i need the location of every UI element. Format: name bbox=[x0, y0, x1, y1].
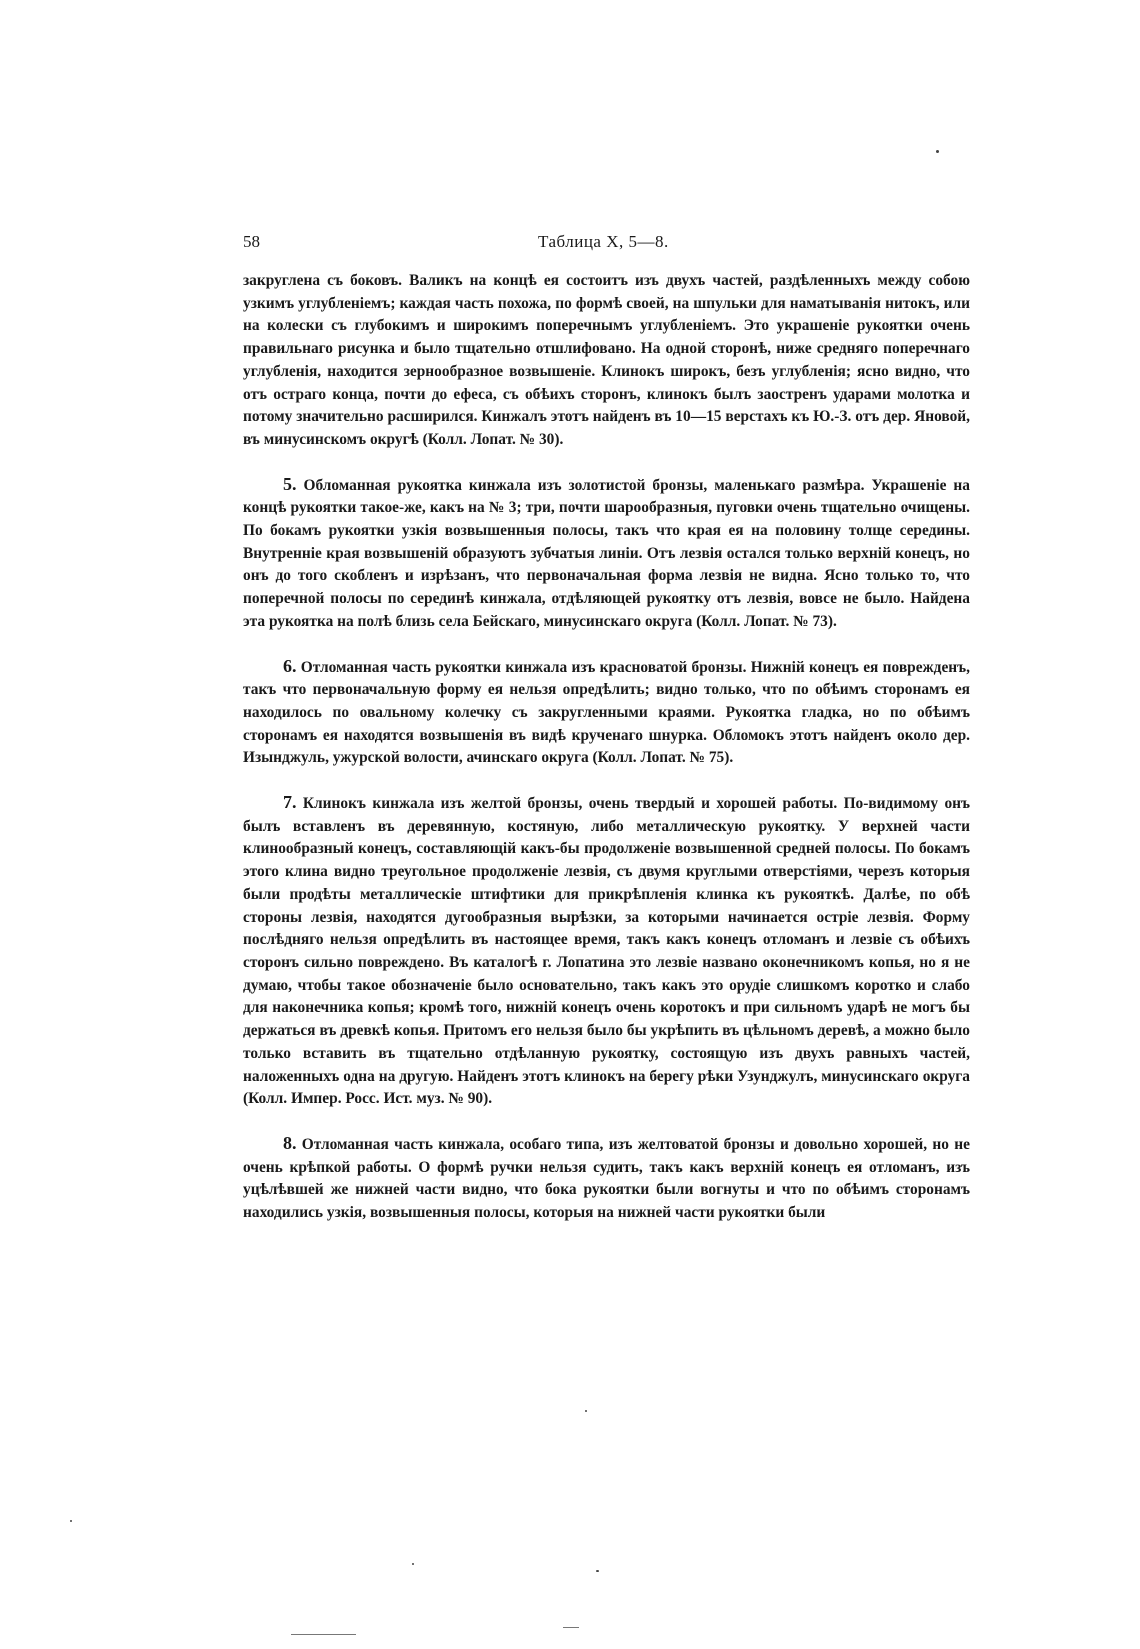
page-number: 58 bbox=[243, 232, 260, 251]
paragraph-text: Отломанная часть рукоятки кинжала изъ красноватой бронзы. Нижній конецъ ея поврежденъ, такъ что первоначальную форму ея нельзя опредѣлить; видно только, что по обѣимъ сторонамъ ея находилось по овальному колечку съ закругленными краями. Рукоятка гладка, но по обѣимъ сторонамъ ея находятся возвышенія въ видѣ крученаго шнурка. Обломокъ этотъ найденъ около дер. Изынджуль, ужурской волости, ачинскаго округа (Колл. Лопат. № 75). bbox=[243, 658, 970, 767]
item-number: 8. bbox=[283, 1132, 297, 1153]
scan-speck bbox=[936, 150, 939, 153]
paragraph-item-8 bbox=[243, 1132, 970, 1225]
paragraph-item-5 bbox=[243, 473, 970, 634]
scan-speck bbox=[596, 1570, 599, 1572]
scan-line bbox=[291, 1634, 356, 1635]
paragraph-continued bbox=[243, 270, 970, 452]
running-title: Таблица X, 5—8. bbox=[538, 232, 669, 251]
paragraph-text: Отломанная часть кинжала, особаго типа, изъ желтоватой бронзы и довольно хорошей, но не очень крѣпкой работы. О формѣ ручки нельзя судить, такъ какъ верхній конецъ ея отломанъ, изъ уцѣлѣвшей же нижней части видно, что бока рукоятки были вогнуты и что по обѣимъ сторонамъ находились узкія, возвышенныя полосы, которыя на нижней части рукоятки были bbox=[243, 1135, 970, 1222]
scan-speck bbox=[412, 1563, 414, 1565]
page-header bbox=[243, 232, 970, 258]
item-number: 6. bbox=[283, 655, 297, 676]
paragraph-item-7 bbox=[243, 791, 970, 1111]
scan-speck bbox=[585, 1410, 587, 1412]
paragraph-item-6 bbox=[243, 655, 970, 771]
item-number: 7. bbox=[283, 792, 297, 813]
paragraph-text: Клинокъ кинжала изъ желтой бронзы, очень твердый и хорошей работы. По-видимому онъ былъ вставленъ въ деревянную, костяную, либо металлическую рукоятку. У верхней части клинообразный конецъ, составляющій какъ-бы продолженіе возвышенной средней полосы. По бокамъ этого клина видно треугольное продолженіе лезвія, съ двумя круглыми отверстіями, черезъ которыя были продѣты металлическіе штифтики для прикрѣпленія клинка къ рукояткѣ. Далѣе, по обѣ стороны лезвія, находятся дугообразныя вырѣзки, за которыми начинается остріе лезвія. Форму послѣдняго нельзя опредѣлить въ настоящее время, такъ какъ конецъ отломанъ и лезвіе съ обѣихъ сторонъ сильно повреждено. Въ каталогѣ г. Лопатина это лезвіе названо оконечникомъ копья, но я не думаю, чтобы такое обозначеніе было основательно, такъ какъ это орудіе слишкомъ коротко и слабо для наконечника копья; кромѣ того, нижній конецъ очень коротокъ и при сильномъ ударѣ не могъ бы держаться въ древкѣ копья. Притомъ его нельзя было бы укрѣпить въ цѣльномъ деревѣ, а можно было только вставить въ тщательно отдѣланную рукоятку, состоящую изъ двухъ равныхъ частей, наложенныхъ одна на другую. Найденъ этотъ клинокъ на берегу рѣки Узунджулъ, минусинскаго округа (Колл. Импер. Росс. Ист. муз. № 90). bbox=[243, 795, 970, 1108]
paragraph-text: закруглена съ боковъ. Валикъ на концѣ ея состоитъ изъ двухъ частей, раздѣленныхъ между собою узкимъ углубленіемъ; каждая часть похожа, по формѣ своей, на шпульки для наматыванія нитокъ, или на колески съ глубокимъ и широкимъ поперечнымъ углубленіемъ. Это украшеніе рукоятки очень правильнаго рисунка и было тщательно отшлифовано. На одной сторонѣ, ниже средняго поперечнаго углубленія, находится зернообразное возвышеніе. Клинокъ широкъ, безъ углубленія; ясно видно, что отъ остраго конца, почти до ефеса, съ обѣихъ сторонъ, клинокъ былъ заостренъ ударами молотка и потому значительно расширился. Кинжалъ этотъ найденъ въ 10—15 верстахъ къ Ю.-З. отъ дер. Яновой, въ минусинскомъ округѣ (Колл. Лопат. № 30). bbox=[243, 272, 970, 448]
scan-speck bbox=[70, 1520, 72, 1522]
scan-line bbox=[563, 1627, 579, 1628]
item-number: 5. bbox=[283, 473, 297, 494]
paragraph-text: Обломанная рукоятка кинжала изъ золотистой бронзы, маленькаго размѣра. Украшеніе на концѣ рукоятки такое-же, какъ на № 3; три, почти шарообразныя, пуговки очень тщательно очищены. По бокамъ рукоятки узкія возвышенныя полосы, такъ что края ея на половину толще середины. Внутренніе края возвышеній образуютъ зубчатыя линіи. Отъ лезвія остался только верхній конецъ, но онъ до того скобленъ и изрѣзанъ, что первоначальная форма лезвія не видна. Ясно только то, что поперечной полосы по серединѣ кинжала, отдѣляющей рукоятку отъ лезвія, вовсе не было. Найдена эта рукоятка на полѣ близь села Бейскаго, минусинскаго округа (Колл. Лопат. № 73). bbox=[243, 476, 970, 630]
body-text bbox=[243, 270, 970, 1246]
